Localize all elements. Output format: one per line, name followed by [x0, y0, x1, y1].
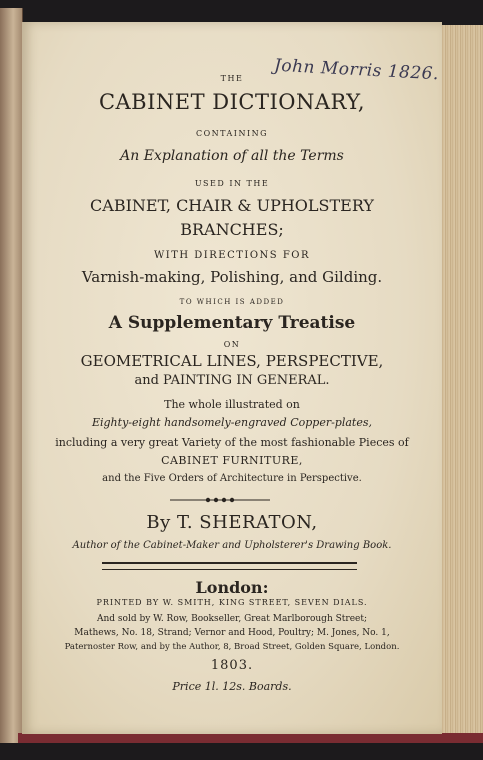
imprint-sold-3: Paternoster Row, and by the Author, 8, Broad Street, Golden Square, London.: [64, 642, 400, 652]
author-by: By T. SHERATON,: [146, 512, 318, 533]
imprint-year: 1803.: [210, 658, 254, 673]
desc-line-2: Eighty-eight handsomely-engraved Copper-plates,: [91, 416, 373, 429]
imprint-sold-1: And sold by W. Row, Bookseller, Great Marlborough Street;: [96, 614, 367, 624]
title-main: CABINET DICTIONARY,: [98, 90, 366, 114]
imprint-city: London:: [195, 578, 269, 597]
title-page: [22, 22, 442, 734]
ornament-divider: [170, 497, 270, 503]
desc-line-3: including a very great Variety of the most fashionable Pieces of: [55, 436, 409, 449]
desc-line-1: The whole illustrated on: [164, 398, 300, 411]
containing: CONTAINING: [195, 129, 269, 138]
binding-edge: [18, 733, 483, 743]
branches-line-2: BRANCHES;: [180, 220, 284, 239]
geometrical-line: GEOMETRICAL LINES, PERSPECTIVE,: [80, 352, 384, 370]
used-in-the: USED IN THE: [194, 179, 270, 188]
title-the: THE: [220, 74, 244, 83]
directions-for: WITH DIRECTIONS FOR: [153, 250, 310, 261]
facing-page-edge: [0, 8, 23, 743]
imprint-price: Price 1l. 12s. Boards.: [172, 680, 292, 693]
imprint-sold-2: Mathews, No. 18, Strand; Vernor and Hood, Poultry; M. Jones, No. 1,: [74, 628, 390, 638]
painting-line: and PAINTING IN GENERAL.: [134, 373, 330, 388]
desc-line-4: CABINET FURNITURE,: [161, 454, 303, 467]
author-role: Author of the Cabinet-Maker and Upholsterer's Drawing Book.: [72, 540, 392, 551]
varnish-line: Varnish-making, Polishing, and Gilding.: [81, 268, 383, 286]
to-which-is-added: TO WHICH IS ADDED: [179, 298, 285, 306]
double-rule: [102, 562, 357, 570]
explanation: An Explanation of all the Terms: [120, 148, 344, 164]
desc-line-5: and the Five Orders of Architecture in Perspective.: [102, 473, 362, 484]
on-label: ON: [223, 340, 241, 349]
branches-line-1: CABINET, CHAIR & UPHOLSTERY: [90, 196, 374, 215]
supplementary-treatise: A Supplementary Treatise: [108, 313, 356, 333]
imprint-printed: PRINTED BY W. SMITH, KING STREET, SEVEN DIALS.: [96, 598, 368, 607]
handwritten-signature: John Morris 1826.: [273, 55, 440, 85]
